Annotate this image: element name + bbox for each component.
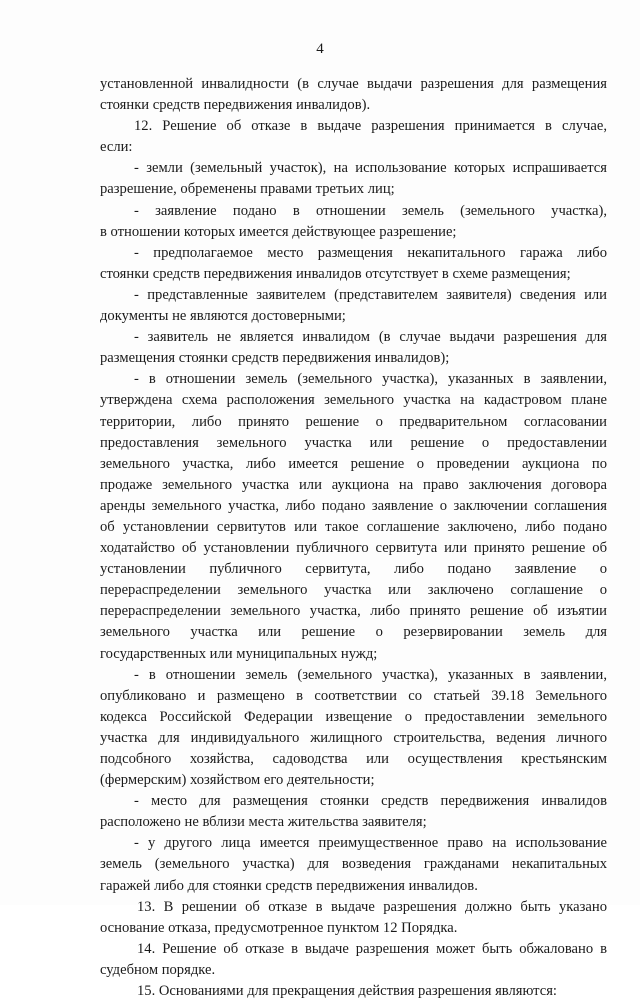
paragraph xyxy=(100,116,607,158)
text-line: земельного участка, либо имеется решение о проведении аукциона по xyxy=(100,455,607,472)
text-line: утверждена схема расположения земельного участка на кадастровом плане xyxy=(100,392,607,409)
text-line: участка для индивидуального жилищного строительства, ведения личного xyxy=(100,729,607,746)
text-line: установленной инвалидности (в случае выдачи разрешения для размещения xyxy=(100,76,607,92)
text-line: 12. Решение об отказе в выдаче разрешения принимается в случае, xyxy=(134,118,607,135)
text-line: - земли (земельный участок), на использование которых испрашивается xyxy=(134,160,607,177)
text-line: - в отношении земель (земельного участка), указанных в заявлении, xyxy=(134,666,607,683)
text-line: - заявление подано в отношении земель (земельного участка), xyxy=(134,202,607,219)
text-line: государственных или муниципальных нужд; xyxy=(100,645,378,662)
text-line: расположено не вблизи места жительства заявителя; xyxy=(100,814,427,831)
paragraph xyxy=(100,791,607,833)
text-line: - предполагаемое место размещения некапитального гаража либо xyxy=(134,244,607,261)
paragraph xyxy=(100,158,607,200)
text-line: ходатайство об установлении публичного сервитута или принято решение об xyxy=(100,540,607,557)
text-line: в отношении которых имеется действующее разрешение; xyxy=(100,223,457,240)
text-line: перераспределении земельного участка, либо принято решение об изъятии xyxy=(100,603,607,620)
text-line: - в отношении земель (земельного участка), указанных в заявлении, xyxy=(134,371,607,388)
text-line: судебном порядке. xyxy=(100,961,216,978)
text-line: земельного участка или решение о резервировании земель для xyxy=(100,624,607,641)
text-line: стоянки средств передвижения инвалидов). xyxy=(100,97,371,114)
text-line: (фермерским) хозяйством его деятельности; xyxy=(100,772,375,789)
text-line: перераспределении земельного участка или заключено соглашение о xyxy=(100,582,607,599)
text-line: стоянки средств передвижения инвалидов отсутствует в схеме размещения; xyxy=(100,265,571,282)
paragraph xyxy=(100,327,607,369)
text-line: предоставления земельного участка или решение о предоставлении xyxy=(100,434,607,451)
text-line: земель (земельного участка) для возведения гражданами некапитальных xyxy=(100,856,607,873)
paragraph xyxy=(100,833,607,896)
text-line: продаже земельного участка или аукциона на право заключения договора xyxy=(100,476,607,493)
text-line: 13. В решении об отказе в выдаче разрешения должно быть указано xyxy=(137,898,607,915)
text-line: размещения стоянки средств передвижения инвалидов); xyxy=(100,350,450,367)
text-line: если: xyxy=(100,139,133,156)
paragraph xyxy=(100,201,607,243)
text-line: кодекса Российской Федерации извещение о предоставлении земельного xyxy=(100,708,607,725)
text-line: 15. Основаниями для прекращения действия разрешения являются: xyxy=(137,983,557,1000)
text-line: 14. Решение об отказе в выдаче разрешения может быть обжаловано в xyxy=(137,940,607,957)
text-line: - место для размещения стоянки средств передвижения инвалидов xyxy=(134,793,607,810)
paragraph xyxy=(100,243,607,285)
text-line: территории, либо принято решение о предварительном согласовании xyxy=(100,413,607,430)
paragraph xyxy=(100,897,607,939)
text-line: основание отказа, предусмотренное пунктом 12 Порядка. xyxy=(100,919,458,936)
page-number: 4 xyxy=(316,41,324,57)
text-line: - у другого лица имеется преимущественное право на использование xyxy=(134,835,607,852)
text-line: аренды земельного участка, либо подано заявление о заключении соглашения xyxy=(100,497,607,514)
text-line: опубликовано и размещено в соответствии со статьей 39.18 Земельного xyxy=(100,687,607,704)
paragraph xyxy=(100,665,607,792)
paragraph xyxy=(100,939,607,981)
paragraph xyxy=(100,74,607,116)
text-line: - представленные заявителем (представителем заявителя) сведения или xyxy=(134,286,607,303)
document-body xyxy=(100,74,607,1002)
text-line: подсобного хозяйства, садоводства или осуществления крестьянским xyxy=(100,751,607,767)
text-line: установлении публичного сервитута, либо подано заявление о xyxy=(100,561,607,578)
text-line: документы не являются достоверными; xyxy=(100,308,346,325)
text-line: об установлении сервитутов или такое соглашение заключено, либо подано xyxy=(100,518,607,535)
paragraph xyxy=(100,981,607,1002)
paragraph xyxy=(100,369,607,664)
paragraph xyxy=(100,285,607,327)
text-line: разрешение, обременены правами третьих лиц; xyxy=(100,181,395,198)
text-line: гаражей либо для стоянки средств передвижения инвалидов. xyxy=(100,877,478,894)
text-line: - заявитель не является инвалидом (в случае выдачи разрешения для xyxy=(134,329,607,346)
